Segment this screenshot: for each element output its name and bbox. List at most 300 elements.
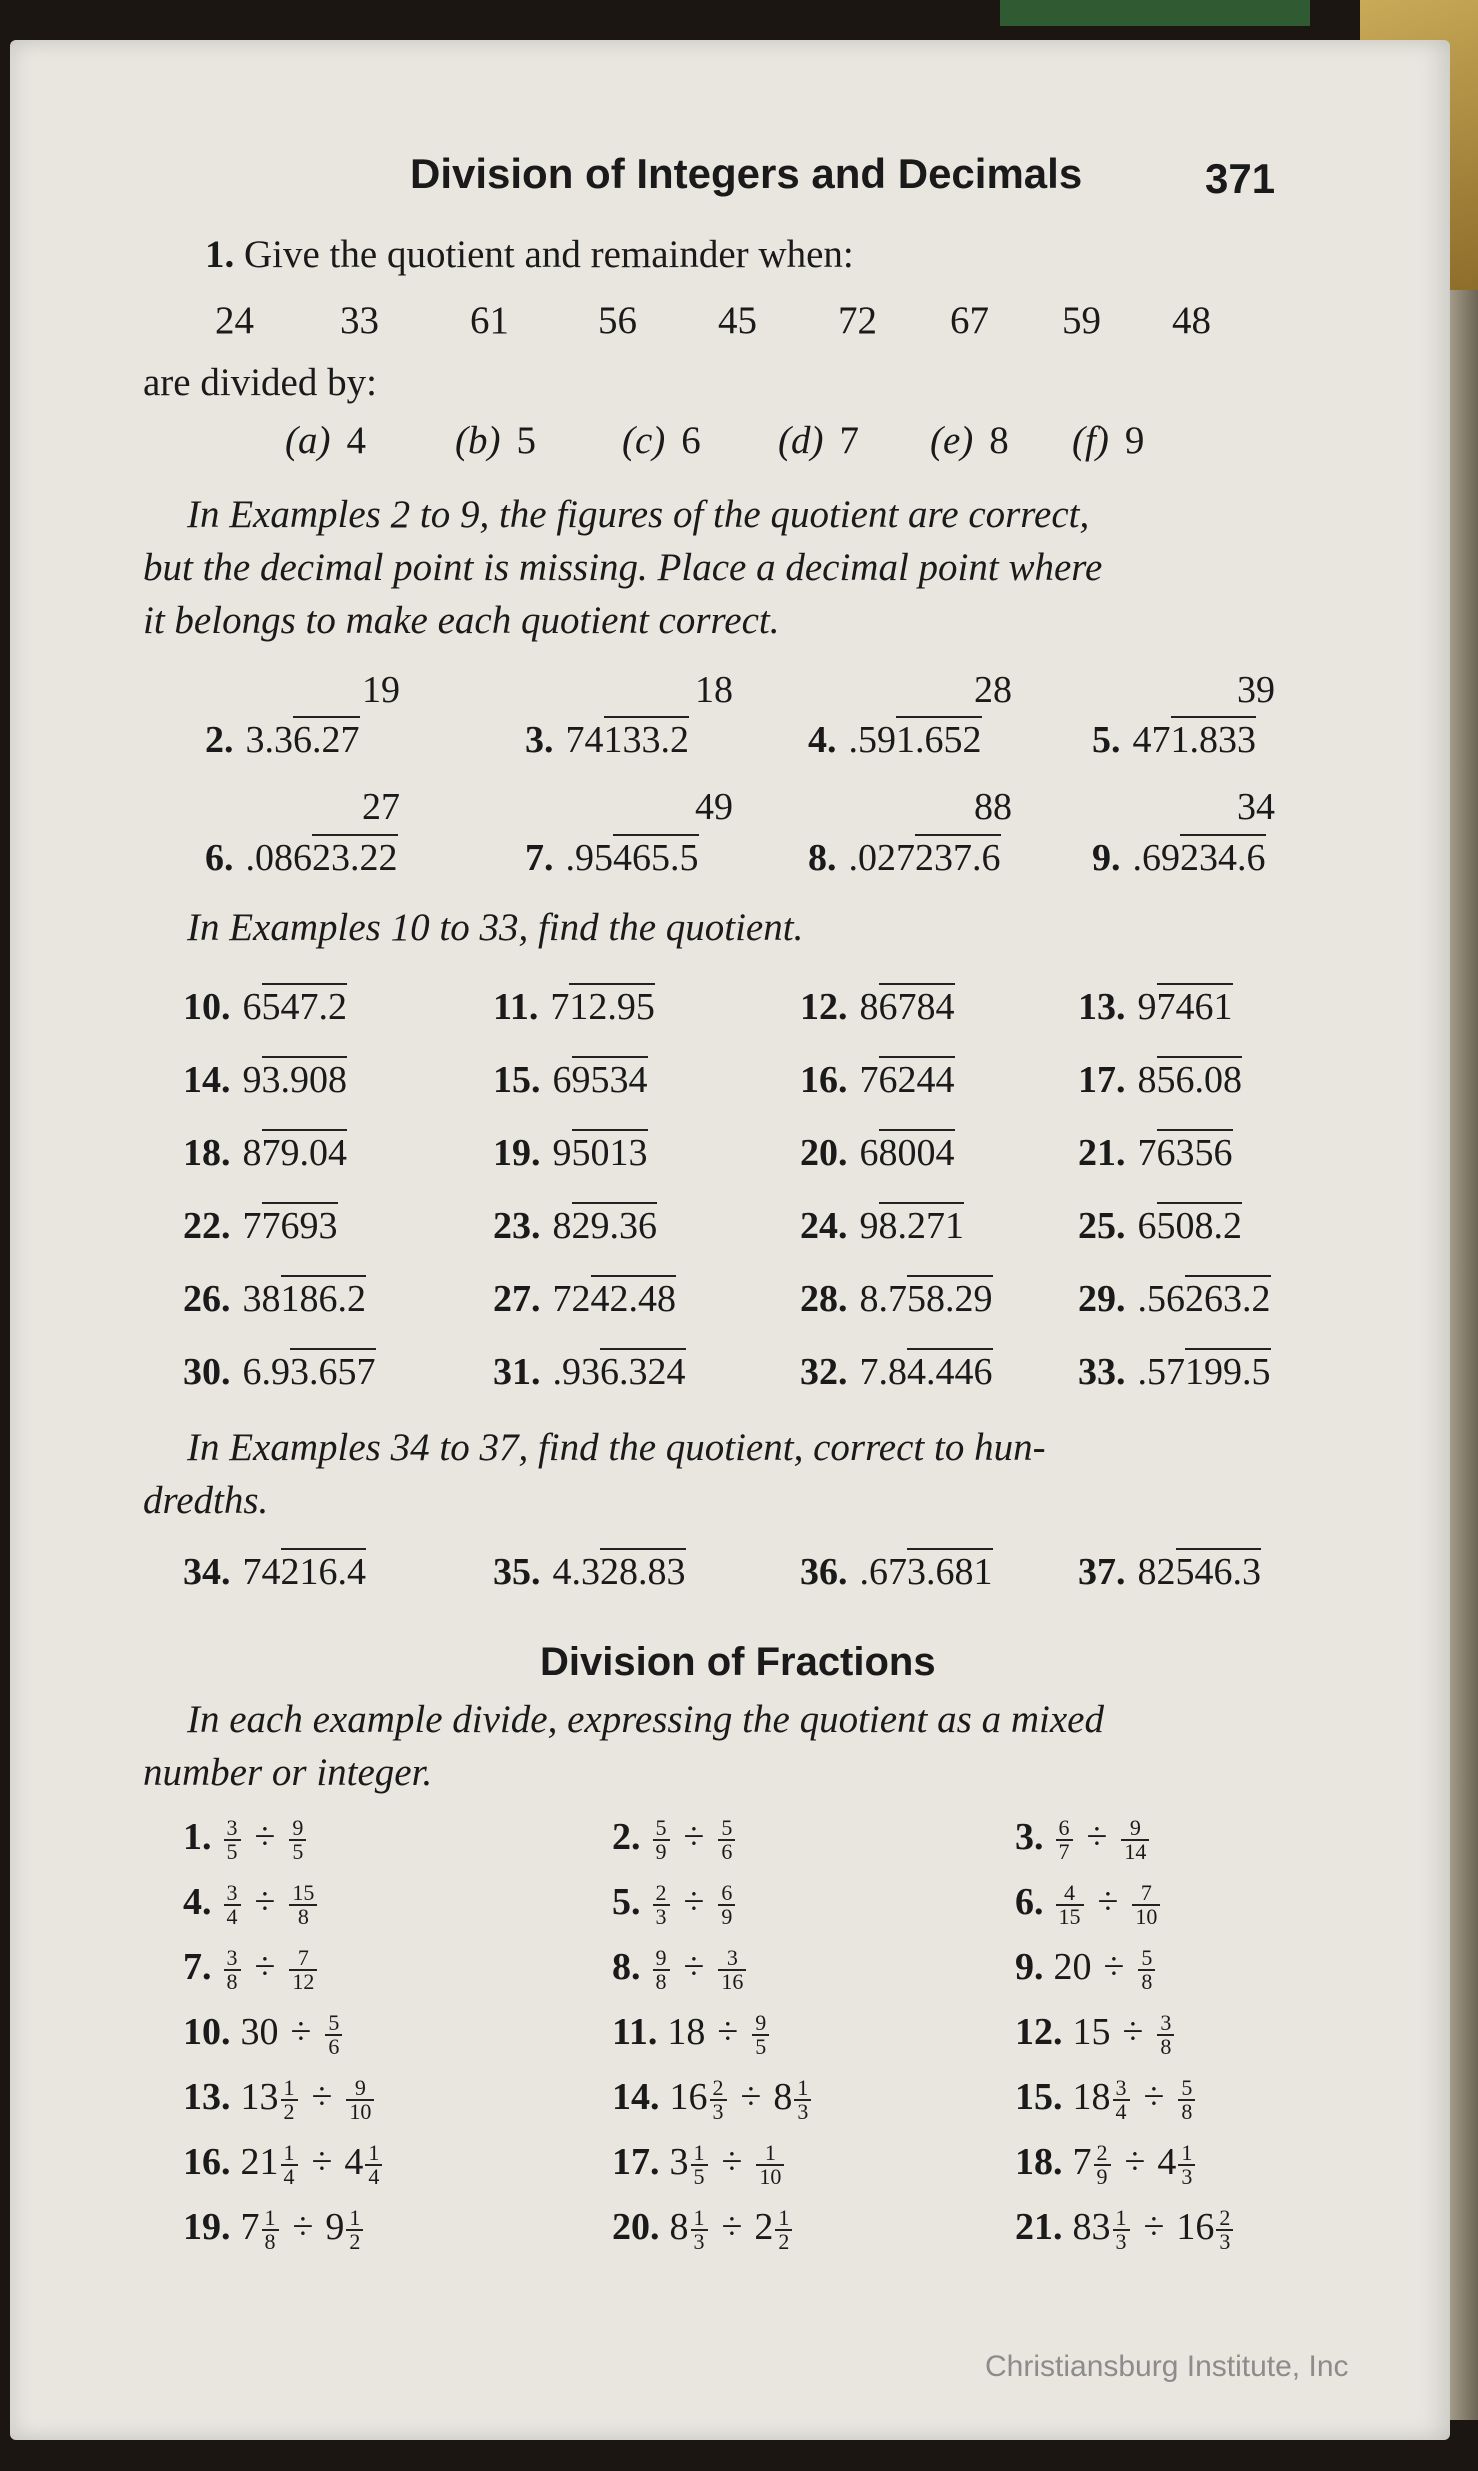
problem-number: 9. [1015,1946,1044,1988]
divisor: .93 [552,1351,600,1393]
dividend-value: 72 [838,299,877,342]
denominator: 7 [1058,1839,1070,1865]
denominator: 9 [721,1904,733,1930]
numerator: 5 [653,1817,670,1841]
division-sign: ÷ [311,2076,333,2118]
dividend: 8004 [879,1129,955,1174]
dividend-value: 33 [340,299,379,342]
numerator: 1 [262,2207,279,2231]
division-problem [1078,1277,1271,1321]
divisor-option [455,418,536,463]
problem-number: 4. [183,1881,212,1923]
problem-number: 28. [800,1278,848,1320]
division-problem [183,1131,347,1175]
fraction-problem [183,1880,319,1928]
problem-number: 37. [1078,1551,1126,1593]
divisor: 8.7 [859,1278,907,1320]
division-sign: ÷ [1143,2206,1165,2248]
quotient-value: 28 [974,669,1012,711]
denominator: 9 [1096,2164,1108,2190]
numerator: 5 [1138,1947,1155,1971]
division-sign: ÷ [1103,1946,1125,1988]
problem-number: 29. [1078,1278,1126,1320]
division-problem [493,1204,657,1248]
divisor: 8 [859,986,879,1028]
fraction [653,1882,670,1928]
numerator: 7 [1132,1882,1160,1906]
problem-number: 8. [612,1946,641,1988]
fraction-problem [183,1815,308,1863]
fraction [224,1947,241,1993]
example-1-prompt [205,232,854,277]
numerator: 1 [365,2142,382,2166]
problem-number: 18. [183,1132,231,1174]
fraction-problem [183,2010,344,2058]
fraction [1056,1882,1084,1928]
division-problem [1078,1550,1261,1594]
whole-number: 3 [669,2141,689,2183]
denominator: 5 [226,1839,238,1865]
numerator: 3 [224,1882,241,1906]
denominator: 2 [349,2229,361,2255]
division-problem [205,836,398,880]
divisor-letter: (b) [455,419,501,462]
division-problem [800,1277,993,1321]
whole-number: 16 [669,2076,708,2118]
fraction-problem [1015,2075,1197,2123]
divisor-letter: (f) [1072,419,1109,462]
problem-number: 21. [1078,1132,1126,1174]
fraction [1121,1817,1149,1863]
whole-number: 7 [1072,2141,1092,2183]
fraction-problem [183,2075,376,2123]
dividend: 12.95 [569,983,655,1028]
numerator: 3 [224,1947,241,1971]
denominator: 8 [1160,2034,1172,2060]
whole-number: 83 [1072,2206,1111,2248]
denominator: 10 [349,2099,372,2125]
problem-number: 6. [205,837,234,879]
division-sign: ÷ [683,1946,705,1988]
fraction [281,2142,298,2188]
division-problem [800,1550,993,1594]
divisor-option [778,418,859,463]
instruction-line: In Examples 10 to 33, find the quotient. [187,906,804,949]
divisor: 6 [859,1132,879,1174]
denominator: 10 [1135,1904,1158,1930]
numerator: 1 [794,2077,811,2101]
fraction [794,2077,811,2123]
division-problem [808,718,982,762]
division-sign: ÷ [1143,2076,1165,2118]
numerator: 9 [653,1947,670,1971]
dividend: 546.3 [1176,1548,1262,1593]
whole-number: 7 [240,2206,260,2248]
dividend: 42.48 [591,1275,677,1320]
problem-number: 15. [1015,2076,1063,2118]
division-problem [800,1058,955,1102]
dividend: 263.2 [1185,1275,1271,1320]
divisor-letter: (a) [285,419,331,462]
denominator: 8 [264,2229,276,2255]
fraction-problem [612,2075,813,2123]
division-problem [183,1550,366,1594]
fraction [718,1817,735,1863]
denominator: 8 [1181,2099,1193,2125]
problem-number: 12. [1015,2011,1063,2053]
fraction [1216,2207,1233,2253]
dividend: 4.446 [907,1348,993,1393]
divisor: 47 [1132,719,1171,761]
dividend-value: 67 [950,299,989,342]
whole-number: 8 [773,2076,793,2118]
fraction [262,2207,279,2253]
problem-number: 10. [183,2011,231,2053]
divisor-letter: (d) [778,419,824,462]
divisor-option [930,418,1009,463]
divisor: 9 [552,1132,572,1174]
divisor: 38 [242,1278,281,1320]
example-number: 1. [205,233,235,276]
dividend: 3.681 [907,1548,993,1593]
denominator: 3 [1115,2229,1127,2255]
divisor: 9 [859,1205,879,1247]
quotient-value: 39 [1237,669,1275,711]
problem-number: 23. [493,1205,541,1247]
dividend: 508.2 [1157,1202,1243,1247]
division-problem [808,836,1001,880]
dividend-value: 56 [598,299,637,342]
problem-number: 5. [1092,719,1121,761]
division-problem [800,985,955,1029]
problem-number: 17. [612,2141,660,2183]
divisor: .57 [1137,1351,1185,1393]
division-problem [493,1350,686,1394]
quotient-value: 49 [695,786,733,828]
whole-number: 4 [1157,2141,1177,2183]
problem-number: 11. [612,2011,658,2053]
numerator: 1 [346,2207,363,2231]
denominator: 5 [755,2034,767,2060]
divisor-value: 7 [839,419,859,462]
numerator: 7 [289,1947,317,1971]
problem-number: 14. [183,1059,231,1101]
fraction [1178,2142,1195,2188]
problem-number: 13. [1078,986,1126,1028]
dividend: 79.04 [262,1129,348,1174]
problem-number: 17. [1078,1059,1126,1101]
denominator: 4 [226,1904,238,1930]
division-problem [183,985,347,1029]
fraction [281,2077,298,2123]
divisor: .086 [245,837,312,879]
division-sign: ÷ [254,1881,276,1923]
numerator: 9 [289,1817,306,1841]
numerator: 2 [1094,2142,1111,2166]
dividend: 28.83 [600,1548,686,1593]
whole-number: 8 [669,2206,689,2248]
problem-number: 27. [493,1278,541,1320]
dividend: 6.324 [600,1348,686,1393]
problem-number: 4. [808,719,837,761]
numerator: 5 [1178,2077,1195,2101]
whole-number: 9 [325,2206,345,2248]
dividend: 7461 [1157,983,1233,1028]
fraction [691,2142,708,2188]
problem-number: 36. [800,1551,848,1593]
divisor: 6 [552,1059,572,1101]
denominator: 8 [655,1969,667,1995]
numerator: 5 [325,2012,342,2036]
division-problem [800,1204,964,1248]
division-problem [525,836,699,880]
fraction-problem [1015,1945,1157,1993]
divisor: 8 [242,1132,262,1174]
fraction [1094,2142,1111,2188]
divided-by-label: are divided by: [143,361,377,404]
fraction [346,2207,363,2253]
division-sign: ÷ [292,2206,314,2248]
fraction [325,2012,342,2058]
problem-number: 13. [183,2076,231,2118]
numerator: 15 [289,1882,317,1906]
division-problem [205,718,360,762]
problem-number: 21. [1015,2206,1063,2248]
problem-number: 24. [800,1205,848,1247]
divisor-value: 6 [681,419,701,462]
whole-number: 2 [754,2206,774,2248]
denominator: 3 [1219,2229,1231,2255]
problem-number: 16. [183,2141,231,2183]
division-problem [1092,836,1266,880]
denominator: 3 [797,2099,809,2125]
problem-number: 19. [493,1132,541,1174]
division-sign: ÷ [1124,2141,1146,2183]
fraction-problem [612,2140,786,2188]
numerator: 1 [756,2142,784,2166]
division-problem [493,1058,648,1102]
fraction-problem [1015,1815,1151,1863]
watermark: Christiansburg Institute, Inc [985,2350,1349,2383]
division-sign: ÷ [721,2206,743,2248]
whole-number: 30 [240,2011,279,2053]
denominator: 8 [297,1904,309,1930]
division-problem [183,1204,338,1248]
divisor: 9 [1137,986,1157,1028]
numerator: 9 [346,2077,374,2101]
fraction-problem [612,1945,748,1993]
division-problem [493,985,655,1029]
divisor: 8 [1137,1059,1157,1101]
numerator: 2 [653,1882,670,1906]
problem-number: 34. [183,1551,231,1593]
division-problem [183,1058,347,1102]
denominator: 5 [693,2164,705,2190]
dividend: 8.271 [879,1202,965,1247]
dividend: 216.4 [281,1548,367,1593]
fraction-problem [612,2010,771,2058]
fraction-problem [1015,2205,1235,2253]
divisor-value: 8 [989,419,1009,462]
numerator: 3 [718,1947,746,1971]
denominator: 4 [1115,2099,1127,2125]
division-problem [493,1550,686,1594]
dividend: 1.652 [896,716,982,761]
problem-number: 16. [800,1059,848,1101]
whole-number: 13 [240,2076,279,2118]
division-sign: ÷ [683,1816,705,1858]
divisor: 6.9 [242,1351,290,1393]
numerator: 2 [1216,2207,1233,2231]
numerator: 1 [1113,2207,1130,2231]
denominator: 3 [1181,2164,1193,2190]
division-problem [183,1350,376,1394]
problem-number: 1. [183,1816,212,1858]
fraction [653,1817,670,1863]
dividend-value: 24 [215,299,254,342]
instruction-line: number or integer. [143,1751,433,1794]
problem-number: 5. [612,1881,641,1923]
dividend-value: 45 [718,299,757,342]
problem-number: 3. [525,719,554,761]
denominator: 5 [292,1839,304,1865]
division-sign: ÷ [717,2011,739,2053]
division-sign: ÷ [1097,1881,1119,1923]
division-sign: ÷ [1122,2011,1144,2053]
dividend: 6244 [879,1056,955,1101]
fraction-problem [1015,2140,1197,2188]
problem-number: 22. [183,1205,231,1247]
problem-number: 31. [493,1351,541,1393]
dividend: 9534 [572,1056,648,1101]
numerator: 4 [1056,1882,1084,1906]
denominator: 6 [721,1839,733,1865]
denominator: 4 [283,2164,295,2190]
fraction [718,1947,746,1993]
dividend: 5013 [572,1129,648,1174]
dividend: 465.5 [613,834,699,879]
division-problem [1078,1350,1271,1394]
divisor: 3.3 [245,719,293,761]
divisor: .027 [848,837,915,879]
whole-number: 21 [240,2141,279,2183]
problem-number: 8. [808,837,837,879]
division-sign: ÷ [1086,1816,1108,1858]
fraction [1113,2077,1130,2123]
divisor: 6 [1137,1205,1157,1247]
fraction [752,2012,769,2058]
dividend: 234.6 [1180,834,1266,879]
denominator: 2 [283,2099,295,2125]
dividend: 6784 [879,983,955,1028]
fraction [289,1817,306,1863]
numerator: 1 [691,2207,708,2231]
problem-number: 33. [1078,1351,1126,1393]
fraction [756,2142,784,2188]
fraction-problem [183,2140,384,2188]
whole-number: 16 [1176,2206,1215,2248]
division-sign: ÷ [254,1816,276,1858]
problem-number: 11. [493,986,539,1028]
whole-number: 4 [344,2141,364,2183]
problem-number: 15. [493,1059,541,1101]
divisor: 82 [1137,1551,1176,1593]
dividend: 6356 [1157,1129,1233,1174]
fraction [775,2207,792,2253]
division-problem [1078,985,1233,1029]
divisor: 74 [242,1551,281,1593]
division-problem [1092,718,1256,762]
problem-number: 35. [493,1551,541,1593]
page-title: Division of Integers and Decimals [410,150,1083,197]
denominator: 3 [693,2229,705,2255]
divisor: .69 [1132,837,1180,879]
numerator: 2 [710,2077,727,2101]
fraction [224,1817,241,1863]
instruction-line: In Examples 34 to 37, find the quotient, correct to hun- [187,1426,1046,1469]
numerator: 6 [718,1882,735,1906]
division-problem [1078,1058,1242,1102]
fraction-problem [612,2205,794,2253]
fraction [1157,2012,1174,2058]
denominator: 12 [292,1969,315,1995]
fraction [1056,1817,1073,1863]
division-sign: ÷ [683,1881,705,1923]
bookmark-ribbon [1000,0,1310,26]
division-sign: ÷ [311,2141,333,2183]
division-sign: ÷ [254,1946,276,1988]
dividend: 3.657 [290,1348,376,1393]
divisor: 72 [552,1278,591,1320]
problem-number: 9. [1092,837,1121,879]
instruction-line: In each example divide, expressing the quotient as a mixed [187,1698,1104,1741]
divisor-option [1072,418,1144,463]
fraction [691,2207,708,2253]
numerator: 6 [1056,1817,1073,1841]
fraction [365,2142,382,2188]
division-problem [1078,1204,1242,1248]
whole-number: 18 [667,2011,706,2053]
dividend: 133.2 [604,716,690,761]
fraction [653,1947,670,1993]
denominator: 10 [759,2164,782,2190]
divisor-value: 5 [516,419,536,462]
division-problem [1078,1131,1233,1175]
dividend: 58.29 [907,1275,993,1320]
problem-number: 2. [205,719,234,761]
numerator: 3 [1157,2012,1174,2036]
quotient-value: 88 [974,786,1012,828]
divisor: 7 [859,1059,879,1101]
fraction-problem [183,1945,319,1993]
dividend: 29.36 [572,1202,658,1247]
fraction [289,1947,317,1993]
denominator: 2 [778,2229,790,2255]
division-sign: ÷ [721,2141,743,2183]
whole-number: 15 [1072,2011,1111,2053]
numerator: 1 [1178,2142,1195,2166]
divisor-value: 4 [346,419,366,462]
divisor: .56 [1137,1278,1185,1320]
numerator: 1 [281,2142,298,2166]
denominator: 3 [712,2099,724,2125]
quotient-value: 27 [362,786,400,828]
divisor: 74 [565,719,604,761]
divisor: 8 [552,1205,572,1247]
fraction-problem [1015,1880,1162,1928]
divisor-letter: (c) [622,419,666,462]
fraction [1132,1882,1160,1928]
